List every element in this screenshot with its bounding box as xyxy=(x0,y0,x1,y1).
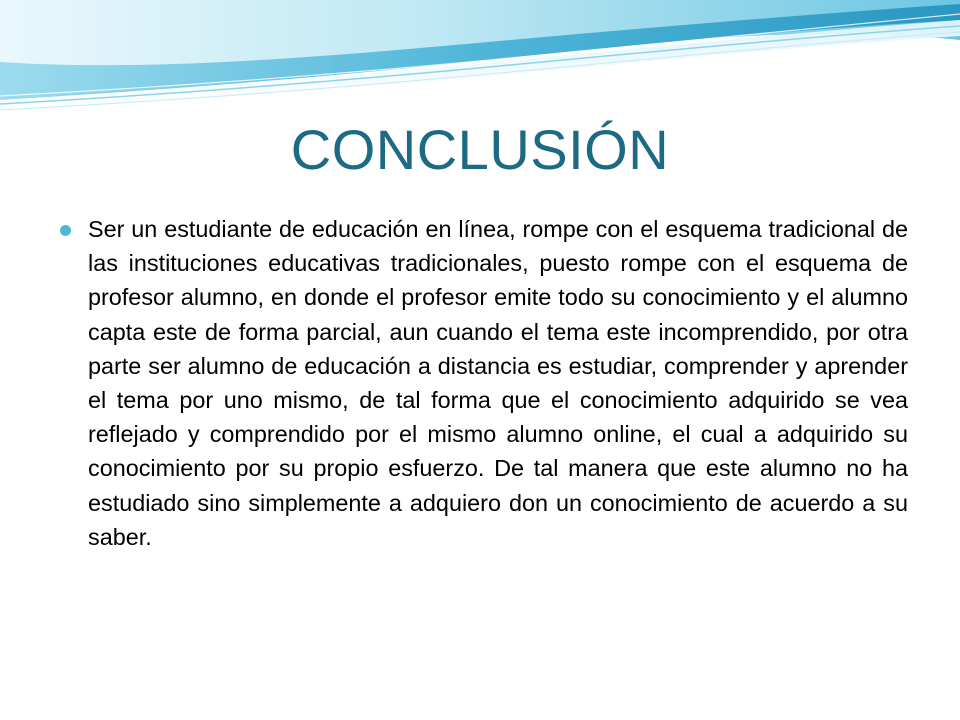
bullet-text: Ser un estudiante de educación en línea, rompe con el esquema tradicional de las instituciones educativas tradicionales, puesto rompe con el esquema de profesor alumno, en donde el profesor emite todo su conocimiento y el alumno capta este de forma parcial, aun cuando el tema este incomprendido, por otra parte ser alumno de educación a distancia es estudiar, comprender y aprender el tema por uno mismo, de tal forma que el conocimiento adquirido se vea reflejado y comprendido por el mismo alumno online, el cual a adquirido su conocimiento por su propio esfuerzo. De tal manera que este alumno no ha estudiado sino simplemente a adquiero don un conocimiento de acuerdo a su saber. xyxy=(88,216,908,550)
list-item xyxy=(60,212,908,554)
bullet-list xyxy=(60,212,908,554)
bullet-dot-icon xyxy=(60,225,71,236)
slide-title: CONCLUSIÓN xyxy=(290,118,670,181)
wave-header-decoration xyxy=(0,0,960,120)
